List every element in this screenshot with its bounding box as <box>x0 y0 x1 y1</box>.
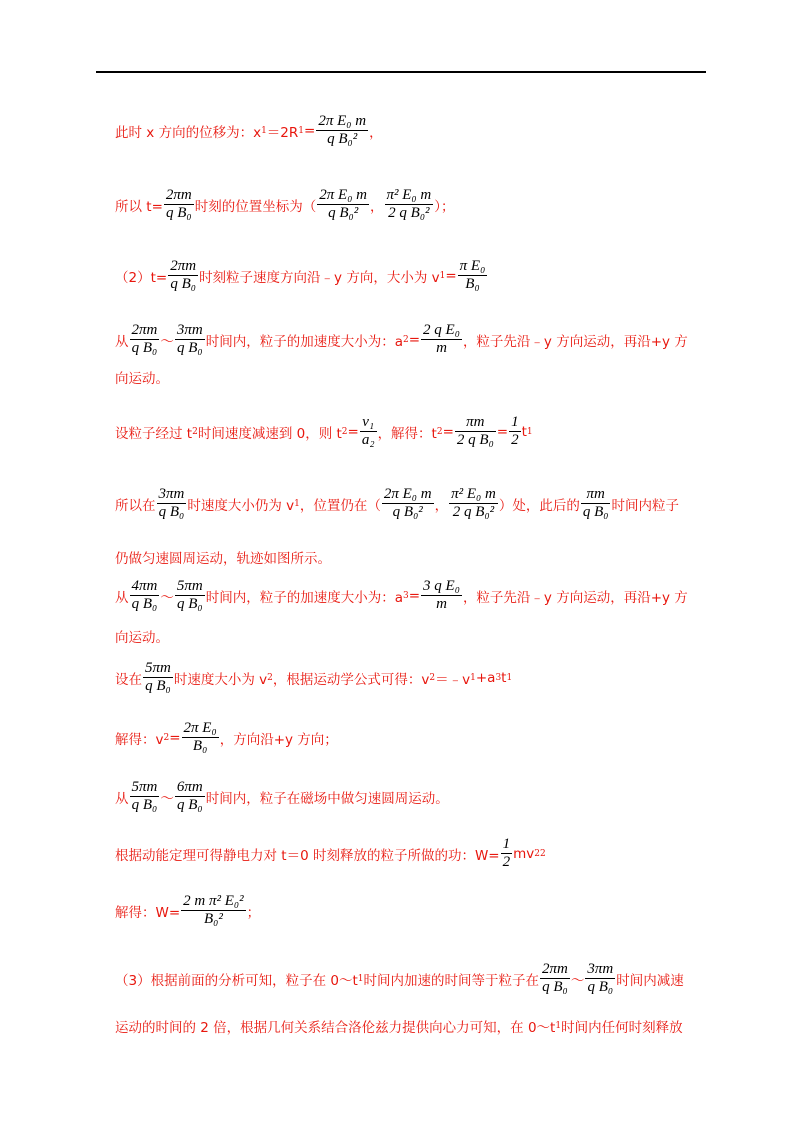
text-run: ， <box>370 198 384 215</box>
text-run: = <box>408 331 421 348</box>
fraction-denominator: q B₀ <box>170 276 196 292</box>
text-run: ～ <box>160 589 174 606</box>
text-run: 从 <box>115 589 129 606</box>
fraction-denominator: q B₀ <box>176 340 203 356</box>
text-run: 根据动能定理可得静电力对 t＝0 时刻释放的粒子所做的功：W= <box>115 847 500 864</box>
fraction-denominator: q B₀² <box>392 504 423 520</box>
fraction <box>317 187 369 222</box>
text-run: 从 <box>115 333 129 350</box>
text-line <box>115 836 546 871</box>
subscript: 2 <box>436 426 443 437</box>
fraction <box>581 486 611 521</box>
fraction <box>421 578 462 613</box>
fraction-denominator: q B₀ <box>176 596 203 612</box>
fraction <box>168 258 198 293</box>
subscript: 2 <box>534 848 540 859</box>
text-run: ～ <box>160 790 174 807</box>
text-line <box>115 660 512 695</box>
text-line <box>115 367 169 387</box>
subscript: 1 <box>298 125 305 136</box>
superscript: 2 <box>540 848 546 859</box>
fraction <box>130 578 160 613</box>
subscript: 1 <box>294 498 300 509</box>
fraction <box>509 414 521 449</box>
text-run: 时间内任何时刻释放 <box>561 1020 683 1036</box>
fraction <box>182 720 219 755</box>
fraction-numerator: 3πm <box>158 486 185 502</box>
fraction-numerator: π E₀ <box>459 258 486 274</box>
text-line <box>115 779 449 814</box>
fraction-denominator: q B₀² <box>328 205 359 221</box>
text-run: 时间内，粒子的加速度大小为：a <box>205 333 403 350</box>
fraction <box>382 486 434 521</box>
fraction <box>181 893 245 928</box>
text-run: ， <box>434 497 449 514</box>
text-run: 所以 t= <box>115 198 163 215</box>
text-run: 从 <box>115 790 129 807</box>
fraction-denominator: q B₀ <box>542 979 568 995</box>
subscript: 1 <box>357 973 364 984</box>
text-line <box>115 187 454 222</box>
subscript: 2 <box>403 334 409 345</box>
text-run: 时间速度减速到 0，则 t <box>197 425 342 442</box>
text-run: t <box>521 423 527 440</box>
fraction-numerator: πm <box>586 486 605 502</box>
subscript: 1 <box>261 125 267 136</box>
subscript: 2 <box>267 672 273 683</box>
fraction-numerator: 1 <box>511 414 519 430</box>
text-line <box>115 322 688 357</box>
text-run: ）； <box>434 198 455 215</box>
header-rule <box>96 71 706 73</box>
text-run: 向运动。 <box>115 371 169 387</box>
subscript: 3 <box>403 590 409 601</box>
fraction-denominator: 2 q B₀² <box>452 504 495 520</box>
fraction <box>385 187 434 222</box>
subscript: 2 <box>163 732 170 743</box>
text-run: +a <box>475 669 496 686</box>
fraction-denominator: B₀ <box>192 738 208 754</box>
fraction-numerator: πm <box>466 414 485 430</box>
fraction <box>540 961 570 996</box>
subscript: 3 <box>495 672 502 683</box>
text-line <box>115 1016 683 1036</box>
subscript: 1 <box>526 426 533 437</box>
fraction <box>316 113 368 148</box>
fraction-numerator: π² E₀ m <box>386 187 432 203</box>
text-line <box>115 720 338 755</box>
fraction-numerator: 3πm <box>587 961 614 977</box>
fraction-numerator: π² E₀ m <box>451 486 496 502</box>
fraction <box>164 187 194 222</box>
text-run: 时间内，粒子的加速度大小为：a <box>205 589 403 606</box>
subscript: 2 <box>341 426 348 437</box>
fraction <box>175 322 205 357</box>
fraction-numerator: 2 q E₀ <box>423 322 460 338</box>
text-run: ～ <box>160 333 174 350</box>
text-run: ，粒子先沿﹣y 方向运动，再沿+y 方 <box>462 333 688 350</box>
text-run: 此时 x 方向的位移为：x <box>115 124 262 141</box>
fraction-denominator: q B₀ <box>145 678 171 694</box>
text-run: = <box>304 122 316 139</box>
fraction-denominator: 2 <box>511 432 519 448</box>
fraction-denominator: 2 q B₀ <box>456 432 494 448</box>
fraction-numerator: 3πm <box>176 322 203 338</box>
fraction-denominator: q B₀ <box>166 205 192 221</box>
text-run: ）处，此后的 <box>498 497 580 514</box>
fraction-numerator: 2πm <box>131 322 158 338</box>
fraction-numerator: 3 q E₀ <box>423 578 460 594</box>
fraction <box>157 486 187 521</box>
text-run: = <box>347 423 359 440</box>
fraction-denominator: q B₀² <box>327 131 358 147</box>
fraction <box>175 779 205 814</box>
text-run: = <box>169 729 181 746</box>
fraction <box>143 660 173 695</box>
text-run: ，粒子先沿﹣y 方向运动，再沿+y 方 <box>462 589 688 606</box>
subscript: 2 <box>192 426 198 437</box>
text-run: 时速度大小仍为 v <box>187 497 295 514</box>
fraction-numerator: 5πm <box>176 578 203 594</box>
fraction-numerator: 2πm <box>165 187 192 203</box>
fraction <box>455 414 496 449</box>
fraction-numerator: 2π E₀ <box>183 720 217 736</box>
fraction-numerator: 2π E₀ m <box>319 187 367 203</box>
text-line <box>115 578 688 613</box>
text-run: 时间内粒子 <box>611 497 679 514</box>
fraction-numerator: 2 m π² E₀² <box>183 893 244 909</box>
fraction-denominator: m <box>436 340 447 356</box>
fraction-denominator: q B₀ <box>582 504 609 520</box>
text-run: （2）t= <box>115 269 168 286</box>
fraction <box>130 779 160 814</box>
text-run: ，方向沿+y 方向； <box>219 731 338 748</box>
fraction-denominator: q B₀ <box>587 979 614 995</box>
fraction-denominator: q B₀ <box>131 797 158 813</box>
text-run: 解得：W= <box>115 904 181 921</box>
fraction <box>585 961 615 996</box>
text-run: 时速度大小为 v <box>173 671 268 688</box>
fraction <box>130 322 160 357</box>
fraction-numerator: 2π E₀ m <box>318 113 367 129</box>
text-run: t <box>501 669 507 686</box>
text-run: 解得：v <box>115 731 164 748</box>
text-line <box>115 258 488 293</box>
text-run: ； <box>246 904 261 921</box>
text-run: ，位置仍在（ <box>299 497 381 514</box>
fraction-denominator: 2 <box>502 854 511 870</box>
subscript: 1 <box>555 1021 562 1031</box>
text-line <box>115 113 383 148</box>
fraction-numerator: 2πm <box>170 258 197 274</box>
subscript: 1 <box>470 672 476 683</box>
text-run: ＝2R <box>266 124 299 141</box>
text-run: mv <box>513 845 535 862</box>
text-run: 设粒子经过 t <box>115 425 193 442</box>
text-run: = <box>408 587 421 604</box>
fraction <box>501 836 513 871</box>
text-line <box>115 626 169 646</box>
text-run: 设在 <box>115 671 142 688</box>
text-run: ， <box>369 124 383 141</box>
subscript: 1 <box>439 270 446 281</box>
text-run: 时间内，粒子在磁场中做匀速圆周运动。 <box>205 790 449 807</box>
fraction-numerator: 2π E₀ m <box>383 486 432 502</box>
text-run: （3）根据前面的分析可知，粒子在 0～t <box>115 972 358 989</box>
text-run: ，根据运动学公式可得：v <box>272 671 430 688</box>
fraction-denominator: q B₀ <box>176 797 203 813</box>
fraction <box>421 322 462 357</box>
fraction-numerator: 2πm <box>542 961 568 977</box>
fraction <box>360 414 377 449</box>
text-line <box>115 961 684 996</box>
text-run: 所以在 <box>115 497 156 514</box>
text-run: = <box>496 423 509 440</box>
text-line <box>115 486 679 521</box>
text-run: = <box>442 423 454 440</box>
fraction-numerator: 5πm <box>145 660 171 676</box>
text-run: ＝﹣v <box>435 671 471 688</box>
text-run: 运动的时间的 2 倍，根据几何关系结合洛伦兹力提供向心力可知，在 0～t <box>115 1020 556 1036</box>
fraction-denominator: 2 q B₀² <box>388 205 430 221</box>
fraction-numerator: 4πm <box>131 578 158 594</box>
text-run: 时刻粒子速度方向沿﹣y 方向，大小为 v <box>199 269 440 286</box>
text-run: 时刻的位置坐标为（ <box>194 198 317 215</box>
text-run: 时间内减速 <box>616 972 684 989</box>
fraction-denominator: B₀ <box>465 276 480 292</box>
fraction-denominator: q B₀ <box>158 504 185 520</box>
fraction-denominator: B₀² <box>203 911 223 927</box>
fraction <box>458 258 488 293</box>
fraction-numerator: v₁ <box>362 414 375 430</box>
fraction-numerator: 1 <box>502 836 511 852</box>
fraction-numerator: 5πm <box>131 779 158 795</box>
text-line <box>115 893 260 928</box>
fraction-numerator: 6πm <box>176 779 203 795</box>
text-line <box>115 414 533 449</box>
subscript: 2 <box>429 672 436 683</box>
fraction-denominator: q B₀ <box>131 596 158 612</box>
text-run: ～ <box>570 972 585 989</box>
text-run: = <box>445 267 457 284</box>
fraction-denominator: a₂ <box>361 432 375 448</box>
fraction <box>175 578 205 613</box>
text-line <box>115 547 331 567</box>
fraction-denominator: q B₀ <box>131 340 158 356</box>
text-run: ，解得：t <box>377 425 437 442</box>
fraction <box>449 486 498 521</box>
fraction-denominator: m <box>436 596 447 612</box>
subscript: 1 <box>506 672 513 683</box>
text-run: 仍做匀速圆周运动，轨迹如图所示。 <box>115 551 331 567</box>
text-run: 向运动。 <box>115 630 169 646</box>
text-run: 时间内加速的时间等于粒子在 <box>363 972 539 989</box>
